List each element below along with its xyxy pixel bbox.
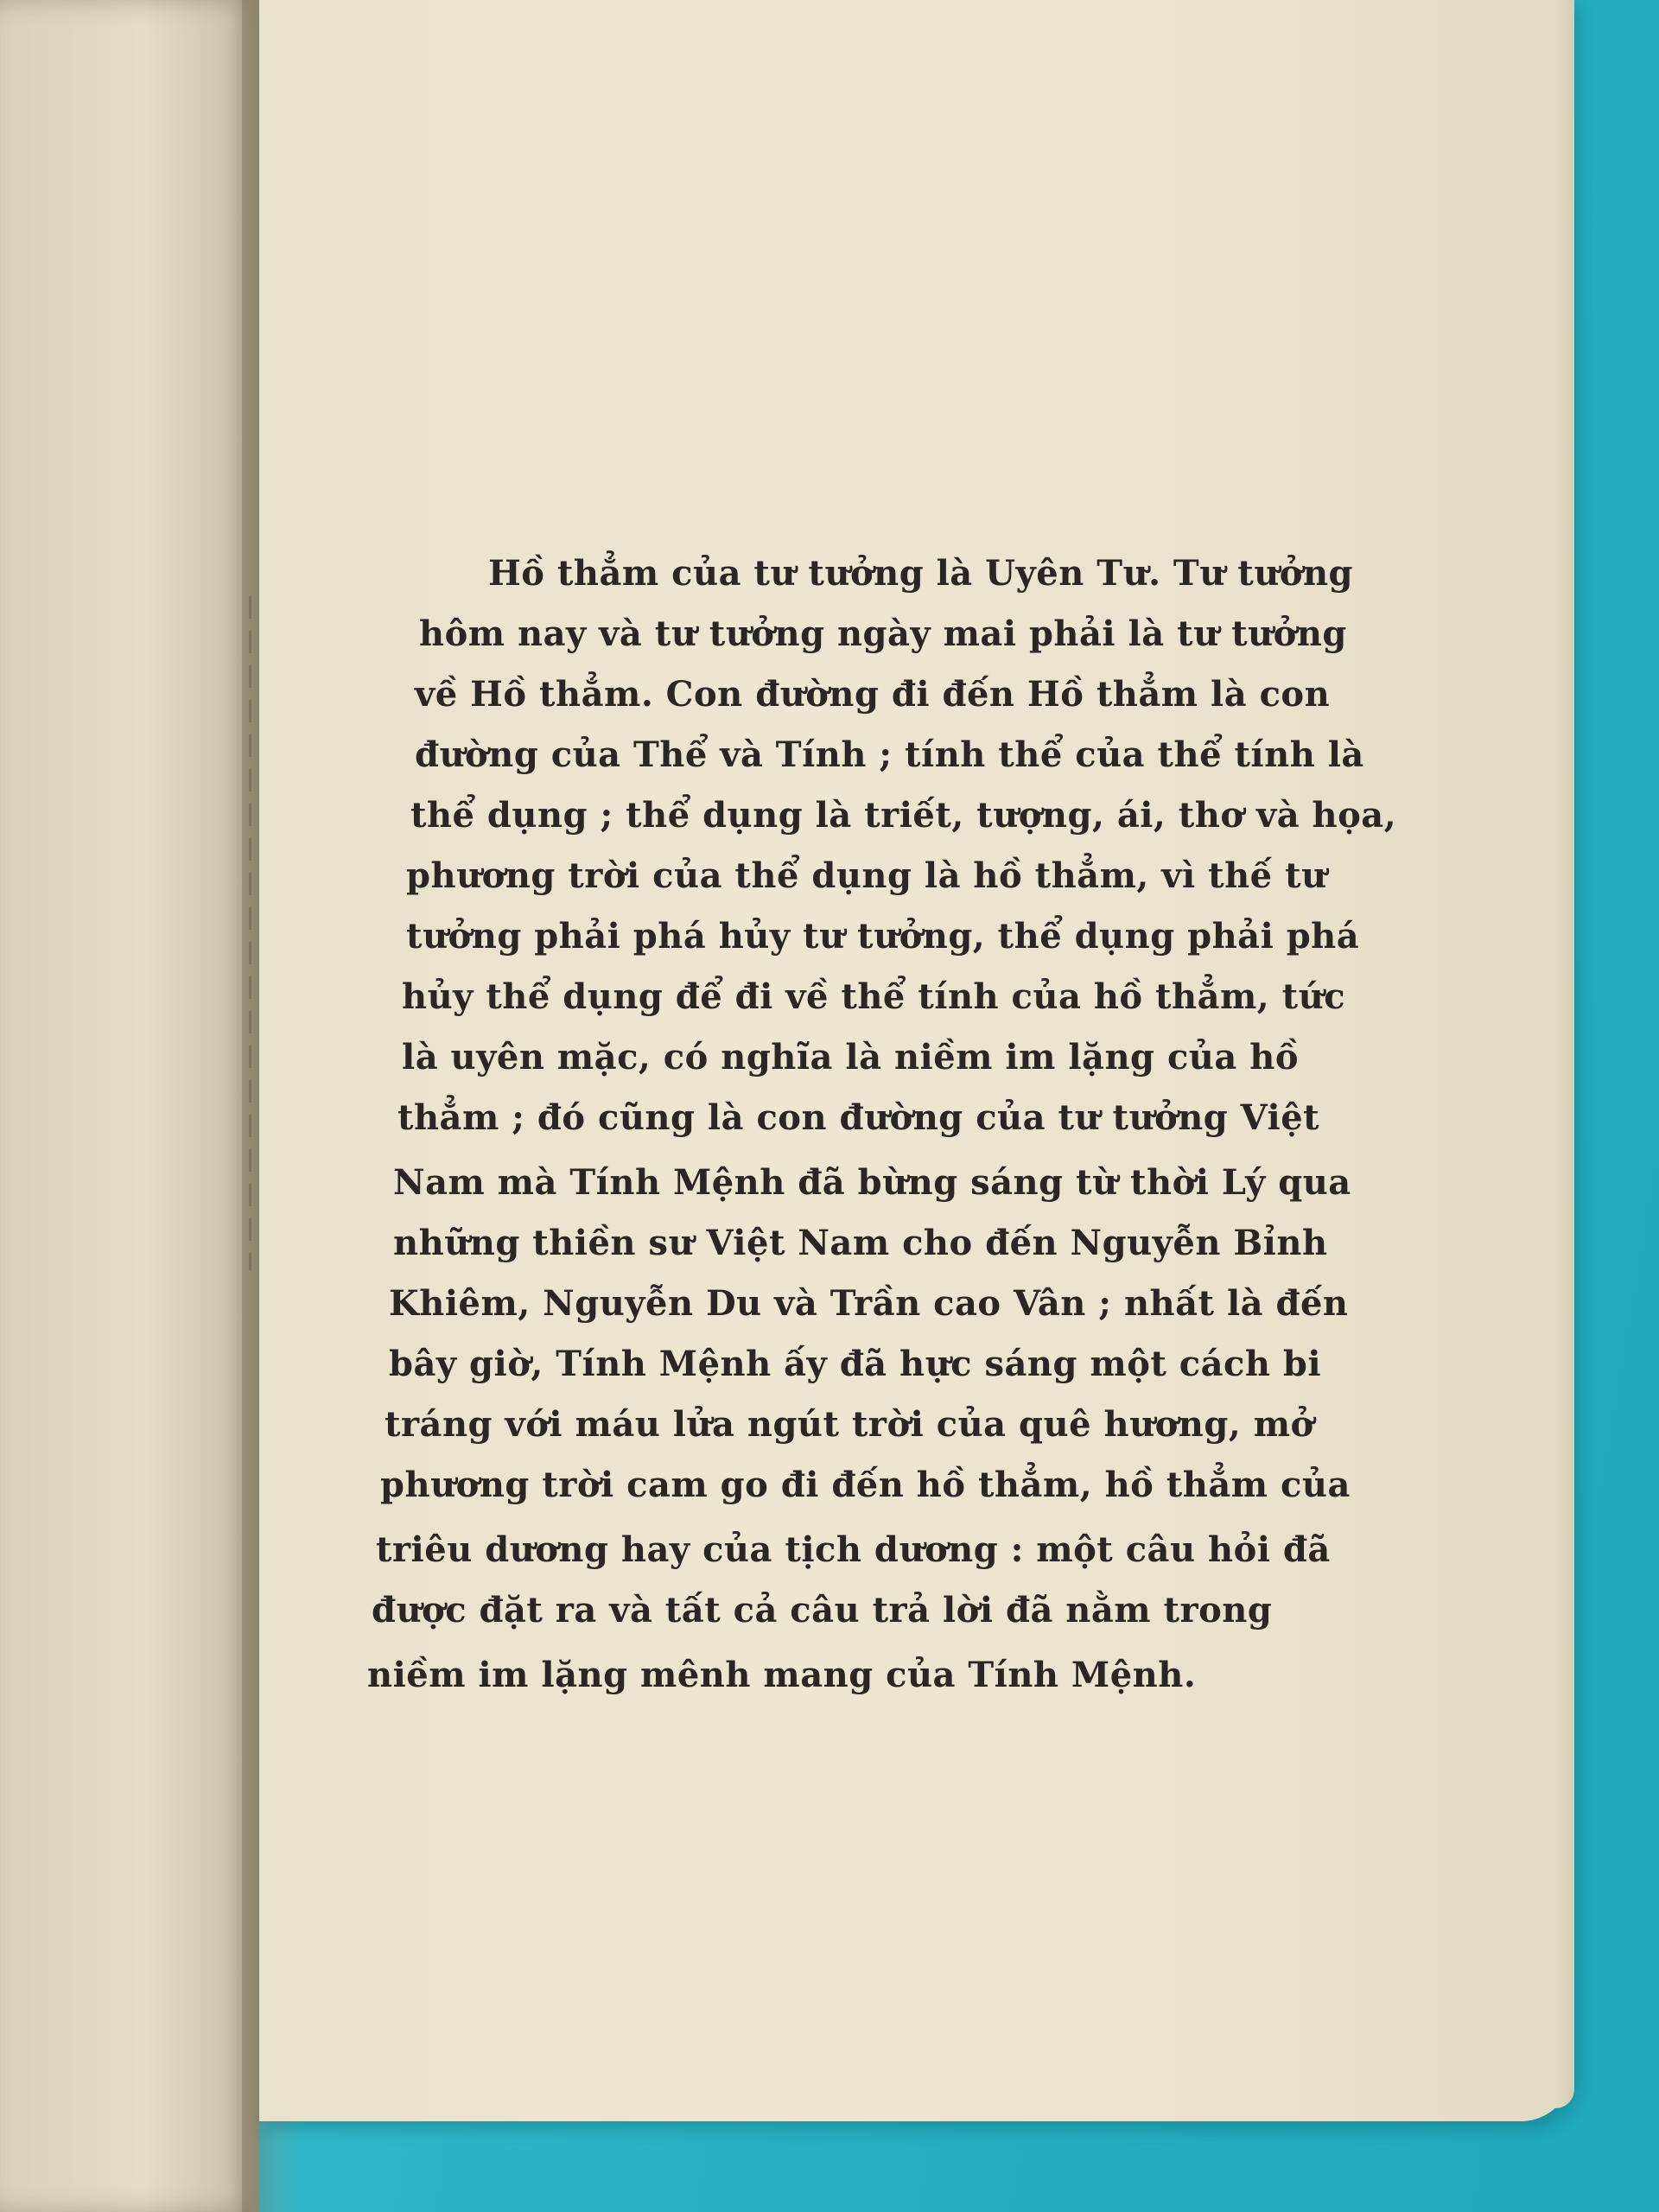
text-line: Nam mà Tính Mệnh đã bừng sáng từ thời Lý qua: [393, 1162, 1351, 1203]
text-line: là uyên mặc, có nghĩa là niềm im lặng của hồ: [402, 1037, 1299, 1077]
text-line: được đặt ra và tất cả câu trả lời đã nằm trong: [372, 1590, 1273, 1630]
text-line: phương trời của thể dụng là hồ thẳm, vì thế tư: [406, 855, 1327, 896]
page-edge: [1555, 0, 1574, 2108]
text-line: tráng với máu lửa ngút trời của quê hương, mở: [385, 1404, 1314, 1445]
text-line: triêu dương hay của tịch dương : một câu hỏi đã: [376, 1529, 1331, 1570]
text-line: những thiền sư Việt Nam cho đến Nguyễn Bỉnh: [393, 1223, 1328, 1263]
text-line: Hồ thẳm của tư tưởng là Uyên Tư. Tư tưởng: [488, 553, 1353, 594]
text-line: tưởng phải phá hủy tư tưởng, thể dụng phải phá: [406, 916, 1360, 957]
binding-stitch: [249, 596, 251, 1270]
text-line: đường của Thể và Tính ; tính thể của thể tính là: [415, 734, 1364, 775]
text-line: niềm im lặng mênh mang của Tính Mệnh.: [367, 1655, 1197, 1695]
text-line: hủy thể dụng để đi về thể tính của hồ thẳm, tức: [402, 976, 1346, 1017]
text-line: thể dụng ; thể dụng là triết, tượng, ái, thơ và họa,: [410, 795, 1397, 836]
text-line: Khiêm, Nguyễn Du và Trần cao Vân ; nhất là đến: [389, 1283, 1349, 1324]
text-line: về Hồ thẳm. Con đường đi đến Hồ thẳm là con: [415, 674, 1331, 715]
text-line: bây giờ, Tính Mệnh ấy đã hực sáng một cách bi: [389, 1344, 1322, 1384]
text-line: phương trời cam go đi đến hồ thẳm, hồ thẳm của: [380, 1465, 1351, 1505]
text-line: hôm nay và tư tưởng ngày mai phải là tư tưởng: [419, 613, 1347, 654]
left-page: [0, 0, 259, 2212]
text-line: thẳm ; đó cũng là con đường của tư tưởng Việt: [397, 1097, 1320, 1138]
